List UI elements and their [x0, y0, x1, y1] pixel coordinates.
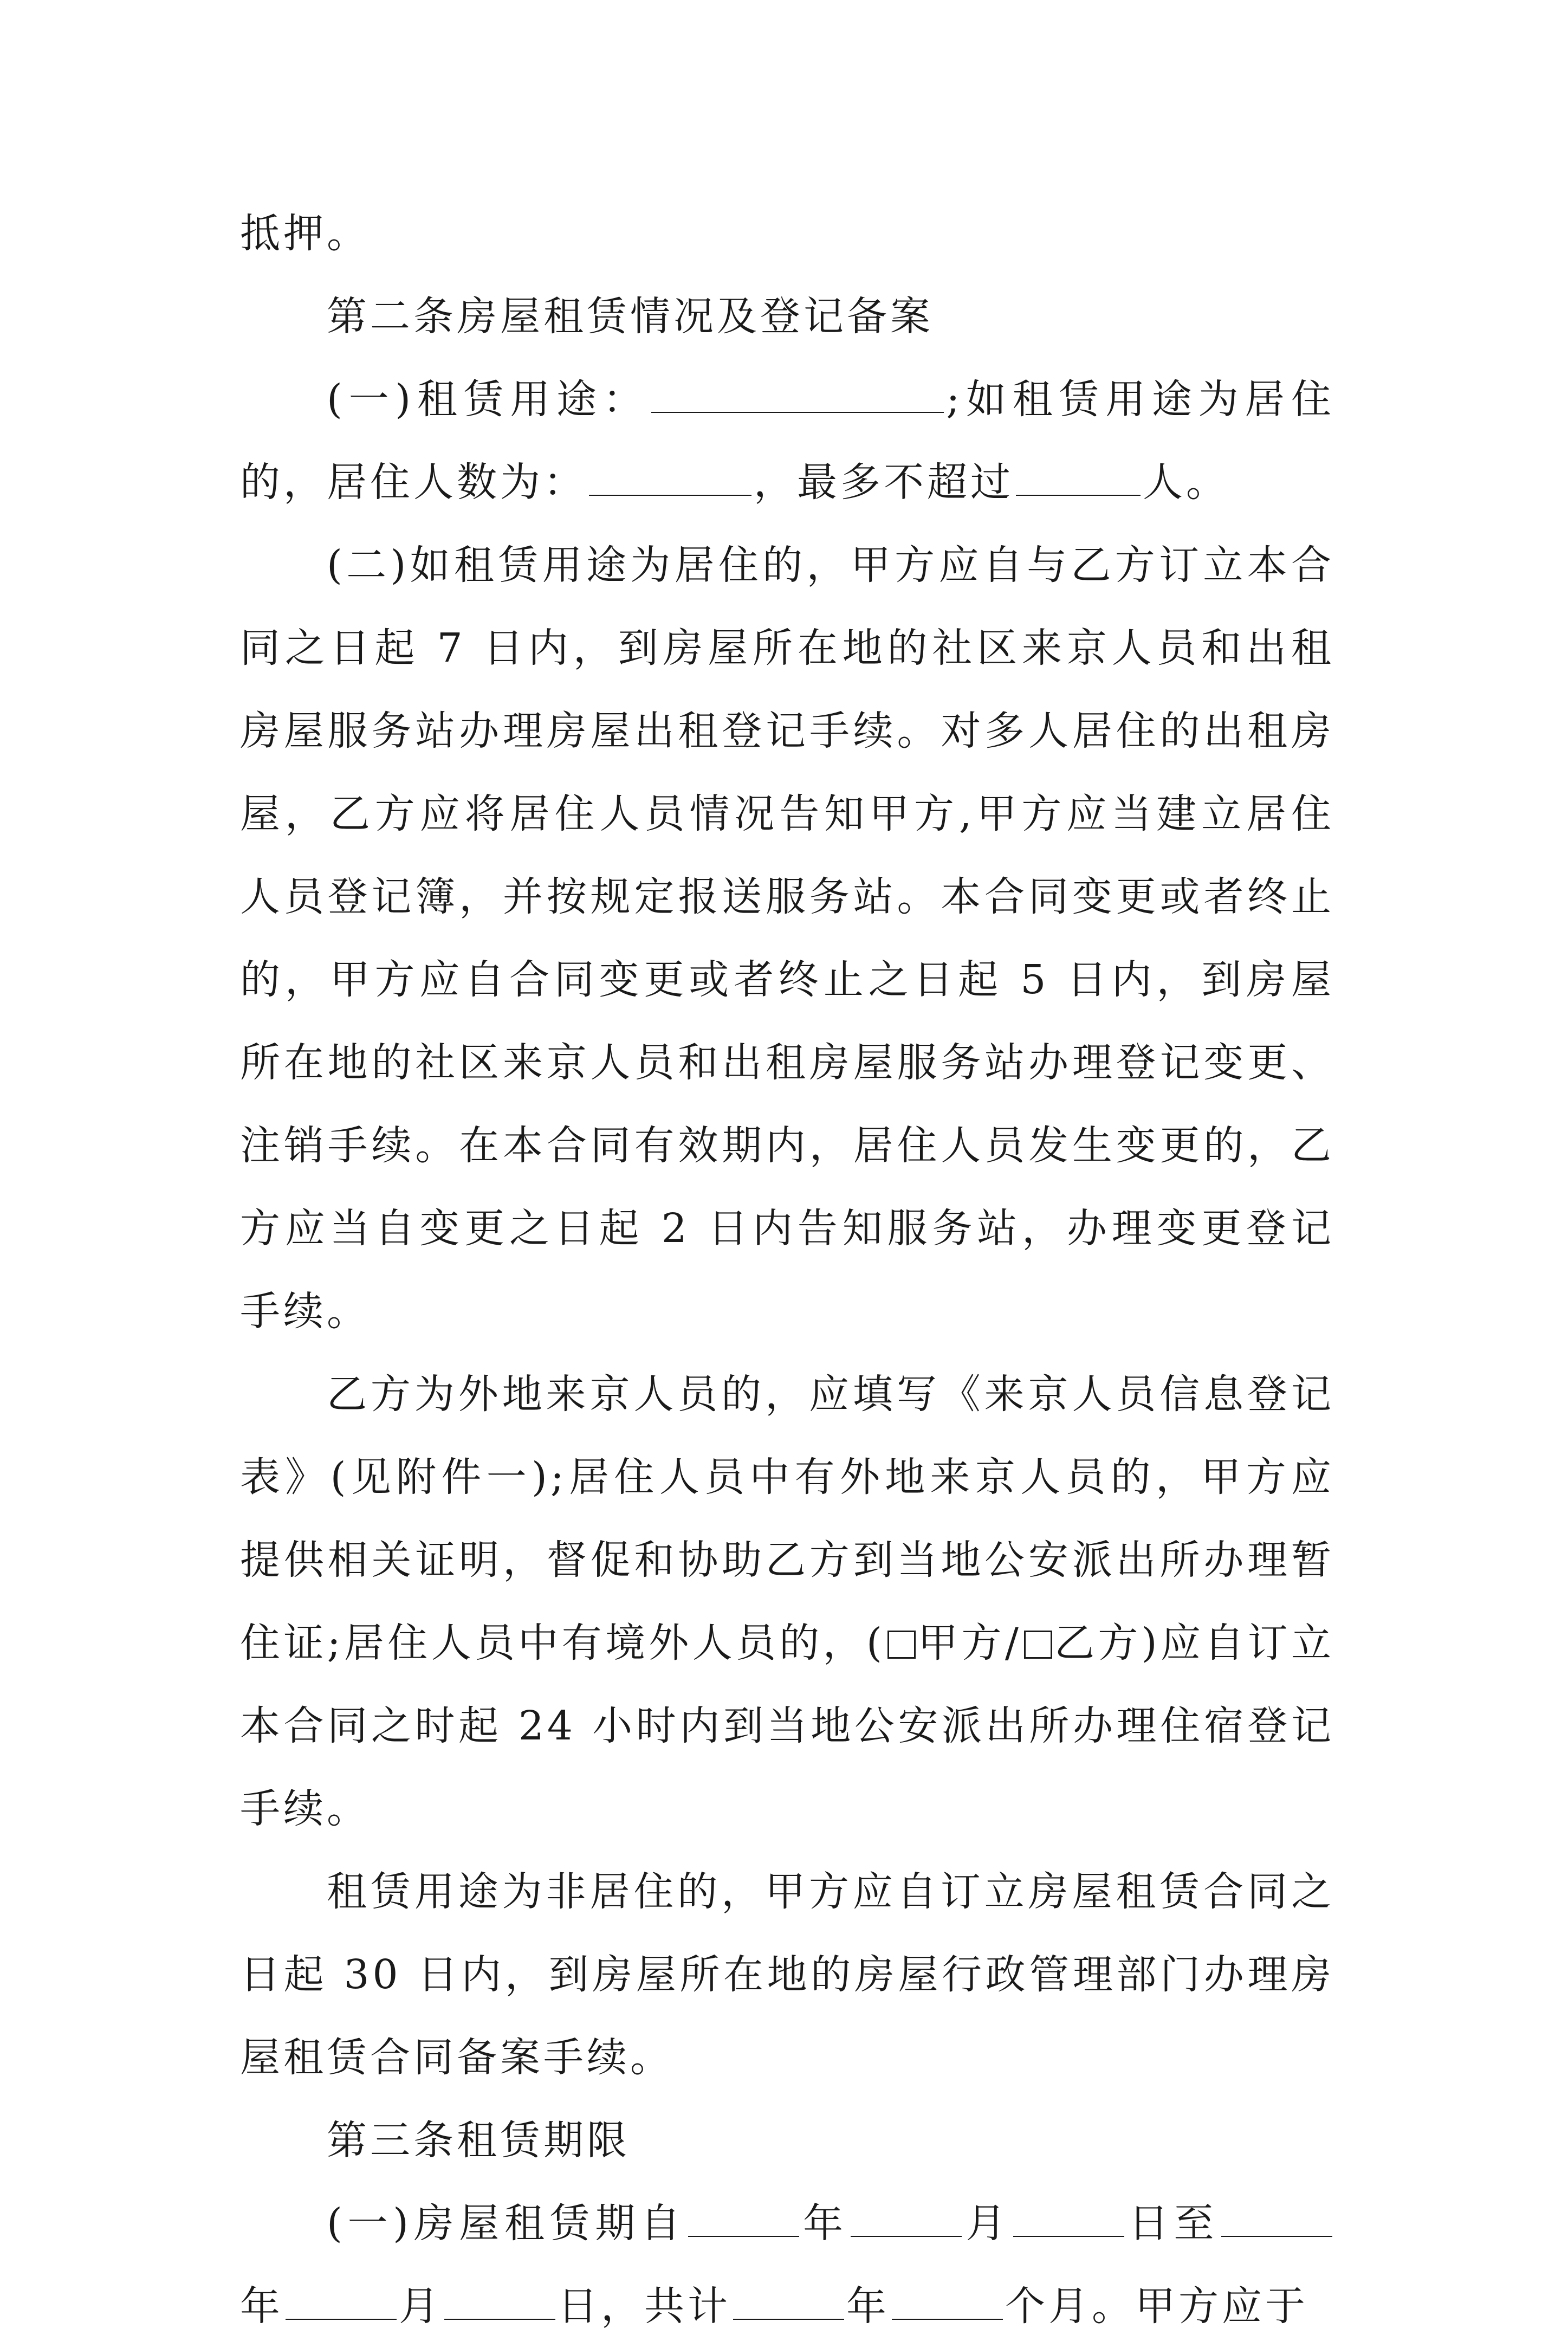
start-month-blank[interactable]: [851, 2198, 962, 2237]
paragraph-lease-term: (一)房屋租赁期自 年 月 日至年 月 日，共计 年 个月。甲方应于: [240, 2182, 1334, 2348]
paragraph-rental-purpose: (一)租赁用途： ;如租赁用途为居住的，居住人数为： ，最多不超过 人。: [240, 358, 1334, 524]
document-body: [240, 192, 1334, 2348]
start-day-blank[interactable]: [1013, 2198, 1124, 2237]
article-3-heading: 第三条租赁期限: [327, 2117, 630, 2164]
occupants-count-blank[interactable]: [589, 457, 751, 496]
end-month-blank[interactable]: [286, 2281, 397, 2320]
end-day-blank[interactable]: [444, 2281, 555, 2320]
article-2-heading: 第二条房屋租赁情况及登记备案: [327, 293, 934, 340]
paragraph-continuation: 抵押。: [240, 210, 370, 257]
paragraph-outsider-residents: 乙方为外地来京人员的，应填写《来京人员信息登记表》(见附件一);居住人员中有外地来京人员的，甲方应提供相关证明，督促和协助乙方到当地公安派出所办理暂住证;居住人员中有境外人员的，( 甲方/ 乙方)应自订立本合同之时起 24 小时内到当地公安派出所办理住宿登记手续。: [240, 1371, 1334, 1832]
max-occupants-blank[interactable]: [1016, 457, 1141, 496]
party-b-checkbox[interactable]: [1024, 1631, 1052, 1659]
total-years-blank[interactable]: [733, 2281, 844, 2320]
total-months-blank[interactable]: [892, 2281, 1003, 2320]
rental-purpose-blank[interactable]: [651, 374, 944, 413]
end-year-blank[interactable]: [1221, 2198, 1332, 2237]
paragraph-registration: (二)如租赁用途为居住的，甲方应自与乙方订立本合同之日起 7 日内，到房屋所在地的社区来京人员和出租房屋服务站办理房屋出租登记手续。对多人居住的出租房屋，乙方应将居住人员情况告知甲方,甲方应当建立居住人员登记簿，并按规定报送服务站。本合同变更或者终止的，甲方应自合同变更或者终止之日起 5 日内，到房屋所在地的社区来京人员和出租房屋服务站办理登记变更、注销手续。在本合同有效期内，居住人员发生变更的，乙方应当自变更之日起 2 日内告知服务站，办理变更登记手续。: [240, 542, 1334, 1335]
start-year-blank[interactable]: [688, 2198, 799, 2237]
paragraph-non-residential: 租赁用途为非居住的，甲方应自订立房屋租赁合同之日起 30 日内，到房屋所在地的房屋行政管理部门办理房屋租赁合同备案手续。: [240, 1868, 1334, 2081]
party-a-checkbox[interactable]: [887, 1631, 916, 1659]
